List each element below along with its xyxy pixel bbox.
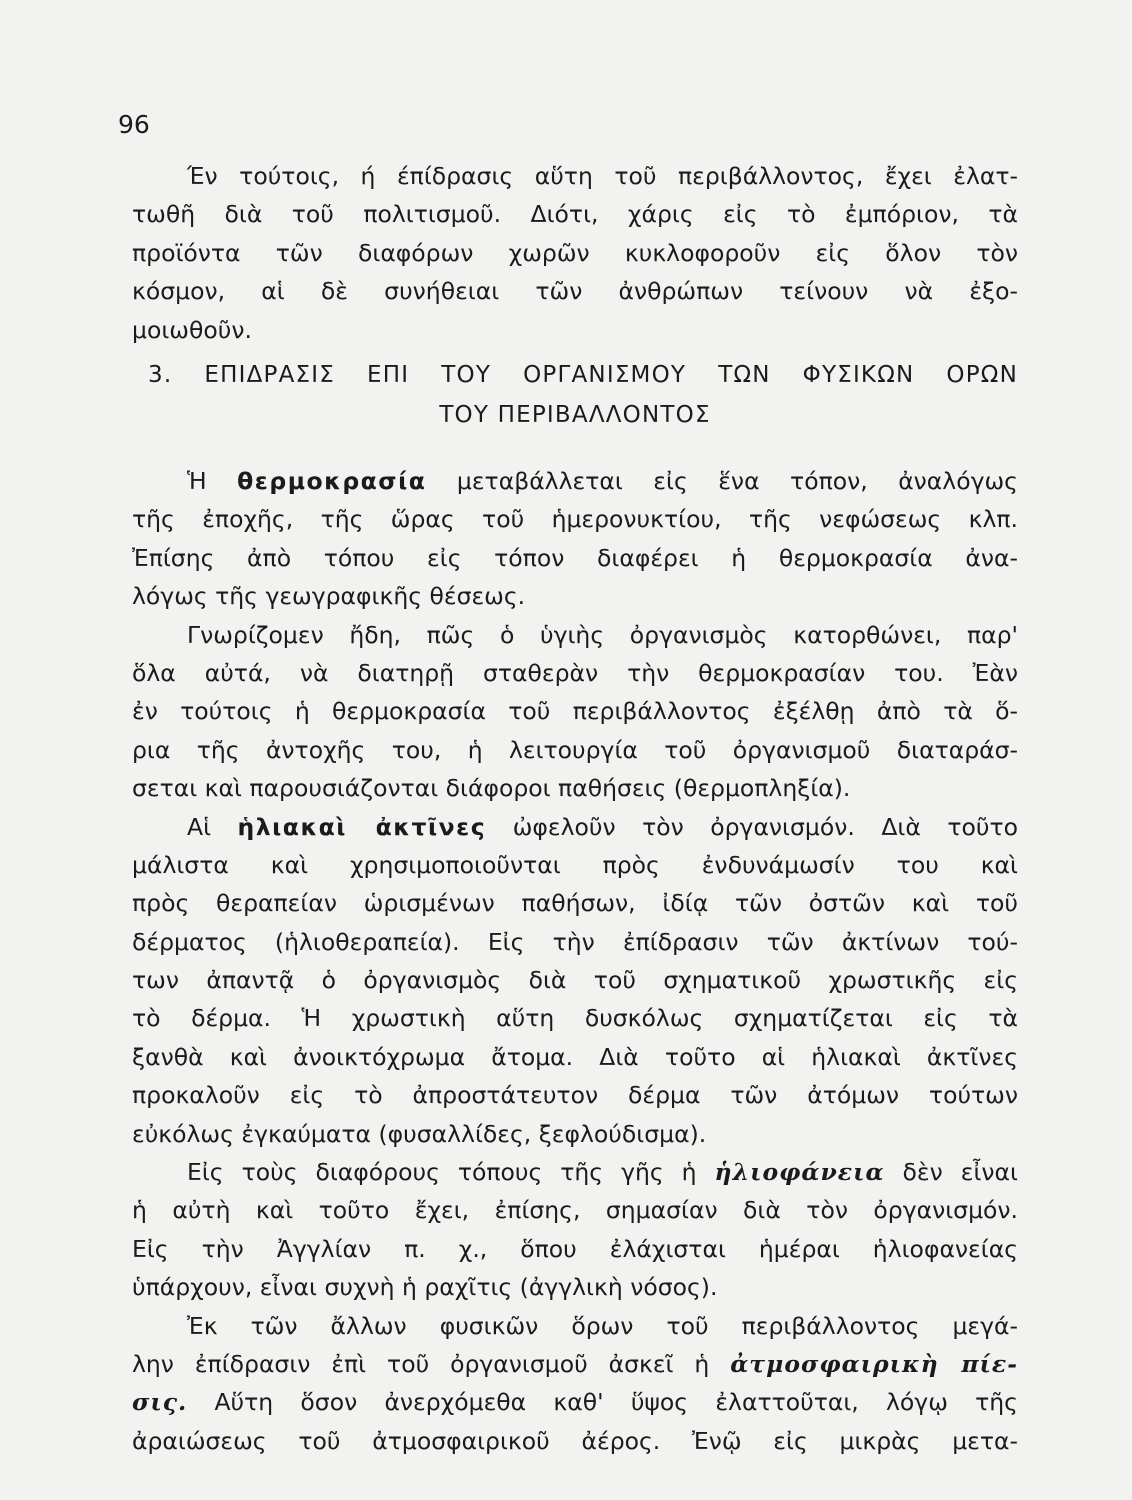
text-line: μοιωθοῦν. xyxy=(132,315,252,344)
text-line: ὑπάρχουν, εἶναι συχνὴ ἡ ραχῖτις (ἀγγλικὴ νόσος). xyxy=(132,1273,718,1302)
text-line: Ἐκ τῶν ἄλλων φυσικῶν ὅρων τοῦ περιβάλλοντος μεγά- xyxy=(187,1311,1018,1340)
section-body xyxy=(132,462,1018,1460)
section-heading-continued: ΤΟΥ ΠΕΡΙΒΑΛΛΟΝΤΟΣ xyxy=(439,402,711,428)
text-line: Γνωρίζομεν ἤδη, πῶς ὁ ὑγιὴς ὀργανισμὸς κατορθώνει, παρ' xyxy=(187,620,1018,649)
text-line: κόσμον, αἱ δὲ συνήθειαι τῶν ἀνθρώπων τείνουν νὰ ἐξο- xyxy=(132,277,1018,306)
text-line: Ἐπίσης ἀπὸ τόπου εἰς τόπον διαφέρει ἡ θερμοκρασία ἀνα- xyxy=(132,543,1018,572)
text-fragment: μεταβάλλεται εἰς ἕνα τόπον, ἀναλόγως xyxy=(456,467,1018,495)
intro-paragraph xyxy=(132,157,1018,349)
text-fragment: Αἱ xyxy=(187,812,212,841)
text-line: δέρματος (ἡλιοθεραπεία). Εἰς τὴν ἐπίδρασιν τῶν ἀκτίνων τού- xyxy=(132,927,1018,956)
page-number: 96 xyxy=(118,110,150,139)
text-line: Έν τούτοις, ή έπίδρασις αὕτη τοῦ περιβάλλοντος, ἔχει ἐλατ- xyxy=(187,162,1018,190)
paragraph-first-line xyxy=(132,462,1018,500)
text-fragment: λην ἐπίδρασιν ἐπὶ τοῦ ὀργανισμοῦ ἀσκεῖ ἡ xyxy=(132,1349,710,1378)
emphasized-term: ἡλιοφάνεια xyxy=(714,1158,885,1187)
text-fragment: δὲν εἶναι xyxy=(902,1158,1018,1187)
text-fragment: Αὕτη ὅσον ἀνερχόμεθα καθ' ὕψος ἐλαττοῦται, λόγῳ τῆς xyxy=(214,1388,1018,1417)
text-line: τῆς ἐποχῆς, τῆς ὥρας τοῦ ἡμερονυκτίου, τῆς νεφώσεως κλπ. xyxy=(132,505,1018,534)
emphasized-term: θερμοκρασία xyxy=(237,467,427,495)
text-line: προκαλοῦν εἰς τὸ ἀπροστάτευτον δέρμα τῶν ἀτόμων τούτων xyxy=(132,1081,1018,1110)
emphasized-term: σις. xyxy=(132,1388,188,1417)
text-line: εὐκόλως ἐγκαύματα (φυσαλλίδες, ξεφλούδισμα). xyxy=(132,1119,707,1148)
text-line-with-term xyxy=(132,1345,1018,1383)
text-line: Εἰς τὴν Ἀγγλίαν π. χ., ὅπου ἐλάχισται ἡμέραι ἡλιοφανείας xyxy=(132,1234,1018,1263)
text-line: μάλιστα καὶ χρησιμοποιοῦνται πρὸς ἐνδυνάμωσίν του καὶ xyxy=(132,850,1018,879)
emphasized-term: ἀτμοσφαιρικὴ πίε- xyxy=(730,1349,1018,1378)
text-line: ἐν τούτοις ἡ θερμοκρασία τοῦ περιβάλλοντος ἐξέλθῃ ἀπὸ τὰ ὅ- xyxy=(132,697,1018,726)
text-fragment: Ἡ xyxy=(187,467,207,495)
text-line-with-term xyxy=(132,1383,1018,1421)
paragraph-first-line xyxy=(132,1153,1018,1191)
section-heading: 3. ΕΠΙΔΡΑΣΙΣ ΕΠΙ ΤΟΥ ΟΡΓΑΝΙΣΜΟΥ ΤΩΝ ΦΥΣΙΚΩΝ ΟΡΩΝ xyxy=(148,362,1018,388)
text-line: σεται καὶ παρουσιάζονται διάφοροι παθήσεις (θερμοπληξία). xyxy=(132,774,851,803)
text-line: προϊόντα τῶν διαφόρων χωρῶν κυκλοφοροῦν εἰς ὅλον τὸν xyxy=(132,238,1018,267)
text-line: ὅλα αὐτά, νὰ διατηρῇ σταθερὰν τὴν θερμοκρασίαν του. Ἐὰν xyxy=(132,658,1018,687)
text-line: τὸ δέρμα. Ἡ χρωστικὴ αὕτη δυσκόλως σχηματίζεται εἰς τὰ xyxy=(132,1004,1018,1033)
text-line: ξανθὰ καὶ ἀνοικτόχρωμα ἄτομα. Διὰ τοῦτο αἱ ἡλιακαὶ ἀκτῖνες xyxy=(132,1042,1018,1071)
text-line: λόγως τῆς γεωγραφικῆς θέσεως. xyxy=(132,582,526,611)
text-line: τωθῆ διὰ τοῦ πολιτισμοῦ. Διότι, χάρις εἰς τὸ ἐμπόριον, τὰ xyxy=(132,200,1018,229)
text-line: ἀραιώσεως τοῦ ἀτμοσφαιρικοῦ ἀέρος. Ἐνῷ εἰς μικρὰς μετα- xyxy=(132,1426,1018,1455)
text-line: ρια τῆς ἀντοχῆς του, ἡ λειτουργία τοῦ ὀργανισμοῦ διαταράσ- xyxy=(132,735,1018,764)
paragraph-first-line xyxy=(132,808,1018,846)
text-fragment: Εἰς τοὺς διαφόρους τόπους τῆς γῆς ἡ xyxy=(187,1158,697,1187)
text-line: των ἀπαντᾷ ὁ ὀργανισμὸς διὰ τοῦ σχηματικοῦ χρωστικῆς εἰς xyxy=(132,966,1018,995)
text-fragment: ὠφελοῦν τὸν ὀργανισμόν. Διὰ τοῦτο xyxy=(512,812,1018,841)
text-line: ἡ αὐτὴ καὶ τοῦτο ἔχει, ἐπίσης, σημασίαν διὰ τὸν ὀργανισμόν. xyxy=(132,1196,1018,1225)
emphasized-term: ἡλιακαὶ ἀκτῖνες xyxy=(237,812,487,841)
text-line: πρὸς θεραπείαν ὡρισμένων παθήσων, ἰδίᾳ τῶν ὀστῶν καὶ τοῦ xyxy=(132,889,1018,918)
